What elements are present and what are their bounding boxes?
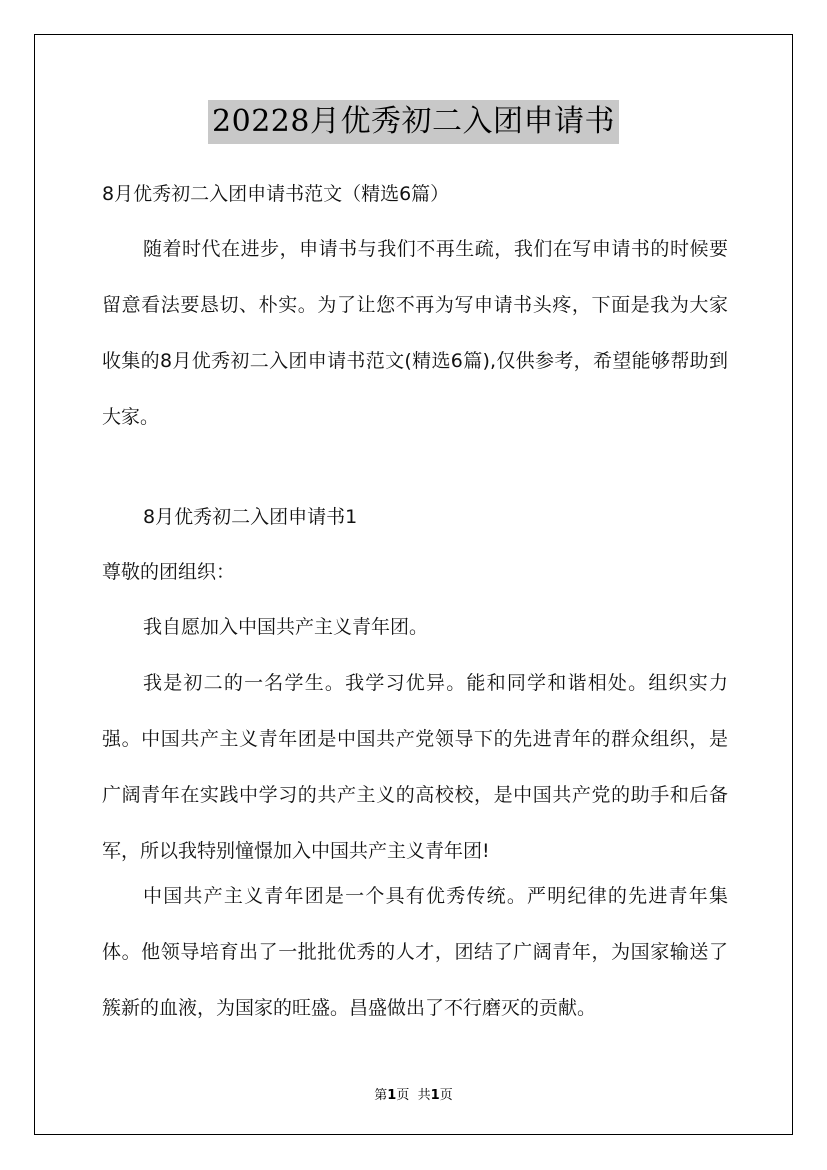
total-suffix: 页 <box>439 1088 453 1103</box>
page-suffix: 页 <box>396 1088 410 1103</box>
document-subtitle: 8月优秀初二入团申请书范文（精选6篇） <box>102 183 450 205</box>
page-prefix: 第 <box>374 1088 388 1103</box>
paragraph-1: 我自愿加入中国共产主义青年团。 <box>143 616 429 638</box>
document-title: 20228月优秀初二入团申请书 <box>208 100 619 144</box>
total-prefix: 共 <box>417 1088 431 1103</box>
intro-paragraph: 随着时代在进步，申请书与我们不再生疏，我们在写申请书的时候要留意看法要恳切、朴实。为了让您不再为写申请书头疼，下面是我为大家收集的8月优秀初二入团申请书范文(精选6篇),仅供参考，希望能够帮助到大家。 <box>102 238 728 428</box>
total-number: 1 <box>430 1088 440 1103</box>
page-number: 1 <box>387 1088 397 1103</box>
paragraph-3: 中国共产主义青年团是一个具有优秀传统。严明纪律的先进青年集体。他领导培育出了一批批优秀的人才，团结了广阔青年，为国家输送了簇新的血液，为国家的旺盛。昌盛做出了不行磨灭的贡献。 <box>102 885 728 1019</box>
title-container <box>0 100 827 144</box>
salutation: 尊敬的团组织： <box>102 561 236 583</box>
page-footer <box>0 1084 827 1103</box>
paragraph-2: 我是初二的一名学生。我学习优异。能和同学和谐相处。组织实力强。中国共产主义青年团是中国共产党领导下的先进青年的群众组织，是广阔青年在实践中学习的共产主义的高校校，是中国共产党的助手和后备军，所以我特别憧憬加入中国共产主义青年团! <box>102 672 728 862</box>
section-heading: 8月优秀初二入团申请书1 <box>143 506 358 528</box>
